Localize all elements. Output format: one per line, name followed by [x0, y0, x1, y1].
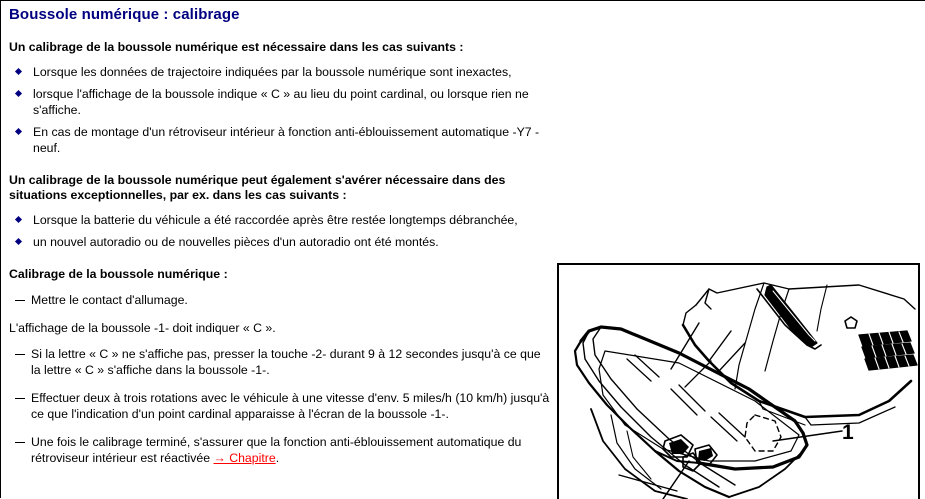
lead-paragraph-1: Un calibrage de la boussole numérique est nécessaire dans les cas suivants : [9, 40, 464, 54]
list-item-text: Lorsque les données de trajectoire indiquées par la boussole numérique sont inexactes, [33, 65, 512, 79]
list-item-text [31, 435, 521, 465]
list-item-text: un nouvel autoradio ou de nouvelles pièces d'un autoradio ont été montés. [33, 235, 439, 249]
diamond-bullet-icon [15, 128, 22, 135]
list-item [7, 434, 551, 466]
diamond-bullet-icon [15, 68, 22, 75]
rear-view-mirror-drawing [559, 265, 918, 499]
list-item [7, 212, 551, 228]
list-item-text: lorsque l'affichage de la boussole indique « C » au lieu du point cardinal, ou lorsque rien ne s'affiche. [33, 87, 529, 117]
list-item-text: Lorsque la batterie du véhicule a été raccordée après être restée longtemps débranchée, [33, 213, 518, 227]
lead-paragraph-2: Un calibrage de la boussole numérique peut également s'avérer nécessaire dans des situations exceptionnelles, par ex. dans les cas suivants : [9, 173, 506, 202]
diamond-bullet-icon [15, 216, 22, 223]
callout-label-1: 1 [842, 421, 854, 444]
list-item [7, 124, 551, 156]
list-item [7, 390, 551, 422]
dash-bullet-icon [15, 300, 25, 301]
diamond-bullet-icon [15, 90, 22, 97]
note-paragraph: L'affichage de la boussole -1- doit indiquer « C ». [9, 321, 276, 335]
list-item [7, 292, 551, 308]
diamond-bullet-icon [15, 238, 22, 245]
dash-bullet-icon [15, 442, 25, 443]
list-item-text: En cas de montage d'un rétroviseur intérieur à fonction anti-éblouissement automatique -Y7 - neuf. [33, 125, 540, 155]
page-title: Boussole numérique : calibrage [9, 6, 240, 23]
mirror-illustration-frame [557, 263, 920, 499]
dash-bullet-icon [15, 354, 25, 355]
procedure-step-list-1 [7, 292, 551, 308]
chapter-cross-reference-link[interactable]: → Chapitre [213, 451, 276, 465]
list-item-text: Mettre le contact d'allumage. [31, 293, 188, 307]
procedure-step-list-2 [7, 346, 551, 466]
list-item [7, 64, 551, 80]
dash-bullet-icon [15, 398, 25, 399]
step-text-after: . [275, 451, 280, 465]
section-subtitle: Calibrage de la boussole numérique : [9, 267, 228, 281]
list-item [7, 234, 551, 250]
bullet-list-2 [7, 212, 551, 250]
bullet-list-1 [7, 64, 551, 156]
step-text-before: Une fois le calibrage terminé, s'assurer que la fonction anti-éblouissement automatique du rétroviseur intérieur est réactivée [31, 435, 522, 465]
text-column [1, 1, 557, 478]
list-item-text: Si la lettre « C » ne s'affiche pas, presser la touche -2- durant 9 à 12 secondes jusqu'à ce que la lettre « C » s'affiche dans la boussole -1-. [31, 347, 541, 377]
list-item [7, 346, 551, 378]
list-item-text: Effectuer deux à trois rotations avec le véhicule à une vitesse d'env. 5 miles/h (10 km/h) jusqu'à ce que l'indication d'un point cardinal apparaisse à l'écran de la boussole -1-. [31, 391, 550, 421]
list-item [7, 86, 551, 118]
